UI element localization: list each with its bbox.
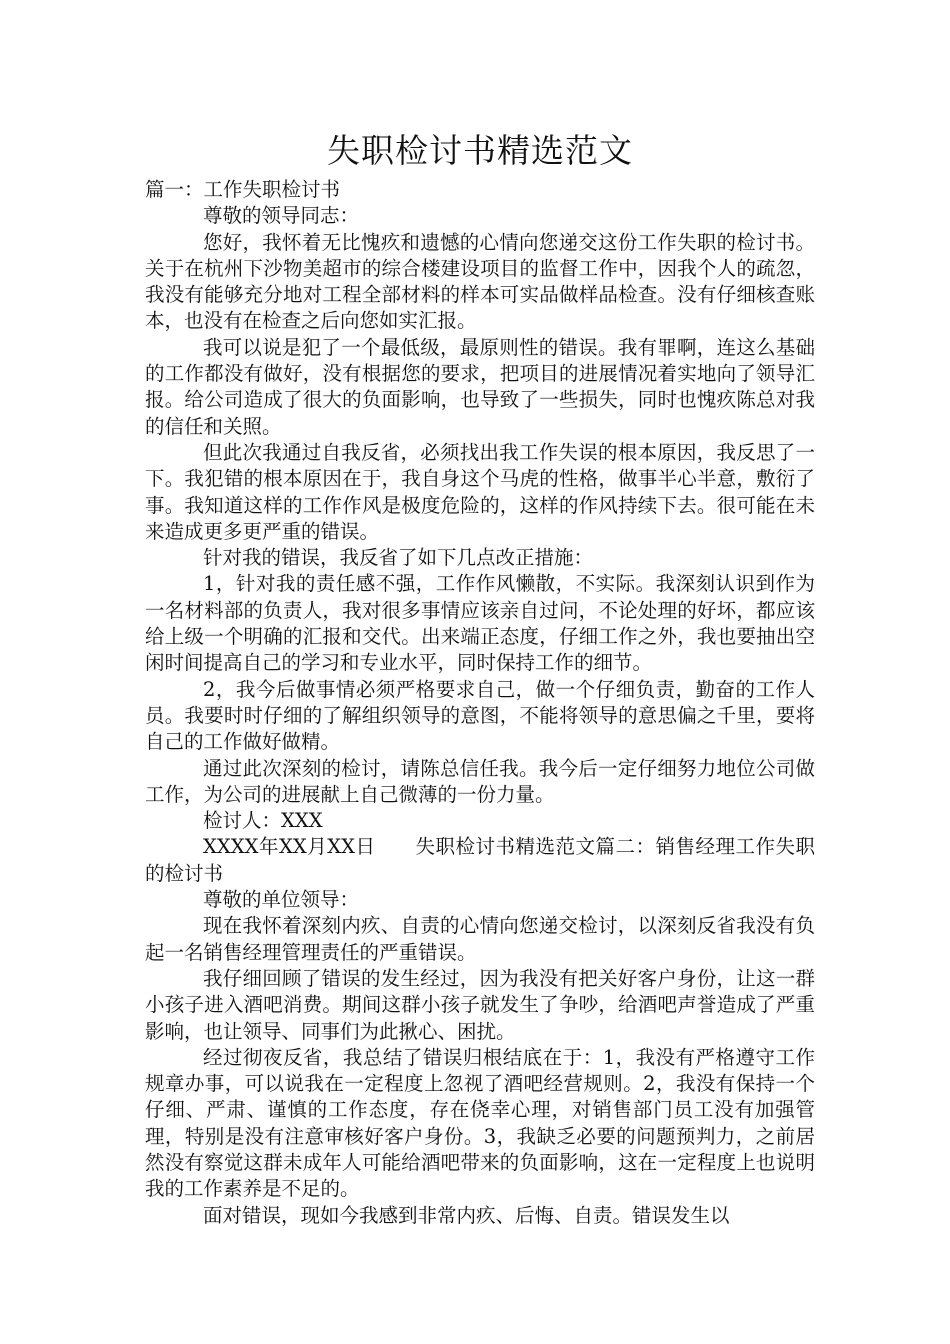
body-paragraph: 面对错误，现如今我感到非常内疚、后悔、自责。错误发生以 <box>203 1203 730 1227</box>
body-paragraph: 现在我怀着深刻内疚、自责的心情向您递交检讨，以深刻反省我没有负起一名销售经理管理责任的严重错误。 <box>145 914 815 964</box>
body-paragraph: 通过此次深刻的检讨，请陈总信任我。我今后一定仔细努力地位公司做工作，为公司的进展献上自己微薄的一份力量。 <box>145 756 815 806</box>
section-heading: 篇一：工作失职检讨书 <box>145 178 341 201</box>
body-paragraph: 但此次我通过自我反省，必须找出我工作失误的根本原因，我反思了一下。我犯错的根本原因在于，我自身这个马虎的性格，做事半心半意，敷衍了事。我知道这样的工作作风是极度危险的，这样的作风持续下去。很可能在未来造成更多更严重的错误。 <box>145 440 815 543</box>
body-paragraph: 1，针对我的责任感不强，工作作风懒散，不实际。我深刻认识到作为一名材料部的负责人，我对很多事情应该亲自过问，不论处理的好坏，都应该给上级一个明确的汇报和交代。出来端正态度，仔细工作之外，我也要抽出空闲时间提高自己的学习和专业水平，同时保持工作的细节。 <box>145 572 815 675</box>
body-paragraph: 您好，我怀着无比愧疚和遗憾的心情向您递交这份工作失职的检讨书。关于在杭州下沙物美超市的综合楼建设项目的监督工作中，因我个人的疏忽，我没有能够充分地对工程全部材料的样本可实品做样品检查。没有仔细核查账本，也没有在检查之后向您如实汇报。 <box>145 230 815 333</box>
body-paragraph: 针对我的错误，我反省了如下几点改正措施： <box>203 546 594 570</box>
signature-line: 检讨人：XXX <box>203 809 323 833</box>
body-paragraph: 2，我今后做事情必须严格要求自己，做一个仔细负责，勤奋的工作人员。我要时时仔细的了解组织领导的意图，不能将领导的意思偏之千里，要将自己的工作做好做精。 <box>145 677 815 754</box>
document-title: 失职检讨书精选范文 <box>327 131 633 170</box>
body-paragraph: 我可以说是犯了一个最低级，最原则性的错误。我有罪啊，连这么基础的工作都没有做好，没有根据您的要求，把项目的进展情况着实地向了领导汇报。给公司造成了很大的负面影响，也导致了一些损失，同时也愧疚陈总对我的信任和关照。 <box>145 335 815 438</box>
salutation: 尊敬的单位领导： <box>203 888 360 912</box>
body-paragraph: 我仔细回顾了错误的发生经过，因为我没有把关好客户身份，让这一群小孩子进入酒吧消费。期间这群小孩子就发生了争吵，给酒吧声誉造成了严重影响，也让领导、同事们为此揪心、困扰。 <box>145 966 815 1043</box>
salutation: 尊敬的领导同志： <box>203 204 360 228</box>
date-and-section-heading: XXXX年XX月XX日 失职检讨书精选范文篇二：销售经理工作失职的检讨书 <box>145 835 815 885</box>
body-paragraph: 经过彻夜反省，我总结了错误归根结底在于：1，我没有严格遵守工作规章办事，可以说我在一定程度上忽视了酒吧经营规则。2，我没有保持一个仔细、严肃、谨慎的工作态度，存在侥幸心理，对销售部门员工没有加强管理，特别是没有注意审核好客户身份。3，我缺乏必要的问题预判力，之前居然没有察觉这群未成年人可能给酒吧带来的负面影响，这在一定程度上也说明我的工作素养是不足的。 <box>145 1045 815 1201</box>
document-page <box>145 128 815 1229</box>
